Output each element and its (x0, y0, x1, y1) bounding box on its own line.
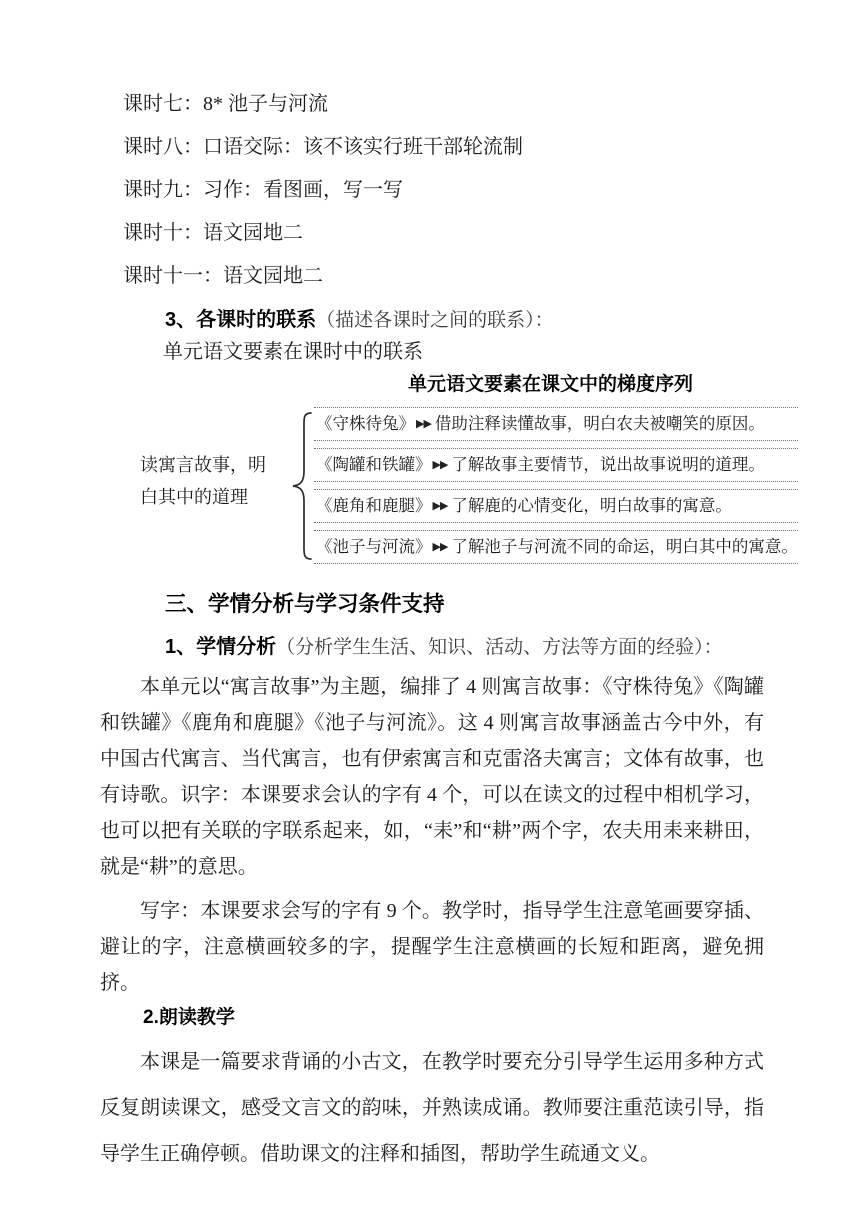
sectionIII-heading: 三、学情分析与学习条件支持 (165, 592, 445, 616)
schedule-item: 课时九：习作：看图画，写一写 (123, 179, 403, 201)
section3-subtitle: 单元语文要素在课时中的联系 (163, 341, 423, 363)
schedule-item: 课时十：语文园地二 (123, 222, 303, 244)
lesson-schedule-list (123, 92, 764, 288)
diagram-left-label (140, 405, 290, 566)
sub2-heading-reading-teaching: 2.朗读教学 (143, 1007, 235, 1028)
row-description: 借助注释读懂故事，明白农夫被嘲笑的原因。 (434, 414, 765, 433)
section3-heading (165, 307, 764, 334)
book-title: 《守株待兔》 (316, 414, 415, 433)
schedule-item: 课时十一：语文园地二 (123, 265, 323, 287)
row-description: 了解鹿的心情变化，明白故事的寓意。 (451, 496, 732, 515)
sectionIII-sub1-heading (165, 634, 764, 661)
book-title: 《池子与河流》 (316, 537, 432, 556)
diagram-label-line1: 读寓言故事，明 (140, 455, 266, 475)
double-arrow-icon: ▶▶ (432, 541, 448, 553)
gradient-sequence-diagram (140, 405, 798, 566)
diagram-row (314, 530, 798, 564)
row-description: 了解故事主要情节，说出故事说明的道理。 (451, 455, 765, 474)
row-description: 了解池子与河流不同的命运，明白其中的寓意。 (451, 537, 798, 556)
diagram-title: 单元语文要素在课文中的梯度序列 (408, 374, 694, 395)
paragraph-writing: 写字：本课要求会写的字有 9 个。教学时，指导学生注意笔画要穿插、避让的字，注意横画较多的字，提醒学生注意横画的长短和距离，避免拥挤。 (100, 900, 764, 994)
double-arrow-icon: ▶▶ (432, 459, 448, 471)
double-arrow-icon: ▶▶ (416, 418, 431, 430)
book-title: 《陶罐和铁罐》 (316, 455, 432, 474)
paragraph-unit-overview: 本单元以“寓言故事”为主题，编排了 4 则寓言故事：《守株待兔》《陶罐和铁罐》《鹿角和鹿腿》《池子与河流》。这 4 则寓言故事涵盖古今中外，有中国古代寓言、当代寓言，也有伊索寓言和克雷洛夫寓言；文体有故事，也有诗歌。识字：本课要求会认的字有 4 个，可以在读文的过程中相机学习，也可以把有关联的字联系起来，如，“耒”和“耕”两个字，农夫用耒来耕田，就是“耕”的意思。 (100, 676, 764, 878)
double-arrow-icon: ▶▶ (432, 500, 448, 512)
section3-heading-note: （描述各课时之间的联系）： (316, 310, 554, 331)
paragraph-reading-teaching: 本课是一篇要求背诵的小古文，在教学时要充分引导学生运用多种方式反复朗读课文，感受文言文的韵味，并熟读成诵。教师要注重范读引导，指导学生正确停顿。借助课文的注释和插图，帮助学生疏通文义。 (100, 1051, 764, 1165)
schedule-item: 课时七：8* 池子与河流 (123, 93, 328, 115)
diagram-row (314, 407, 798, 441)
diagram-label-line2: 白其中的道理 (140, 487, 248, 507)
section3-heading-bold: 3、各课时的联系 (165, 309, 317, 331)
diagram-rows (314, 405, 798, 566)
sub1-heading-bold: 1、学情分析 (165, 636, 277, 658)
book-title: 《鹿角和鹿腿》 (316, 496, 432, 515)
sub1-heading-note: （分析学生生活、知识、活动、方法等方面的经验）： (276, 637, 723, 658)
schedule-item: 课时八：口语交际：该不该实行班干部轮流制 (123, 136, 523, 158)
diagram-row (314, 489, 798, 523)
brace-icon (290, 405, 314, 566)
diagram-row (314, 448, 798, 482)
